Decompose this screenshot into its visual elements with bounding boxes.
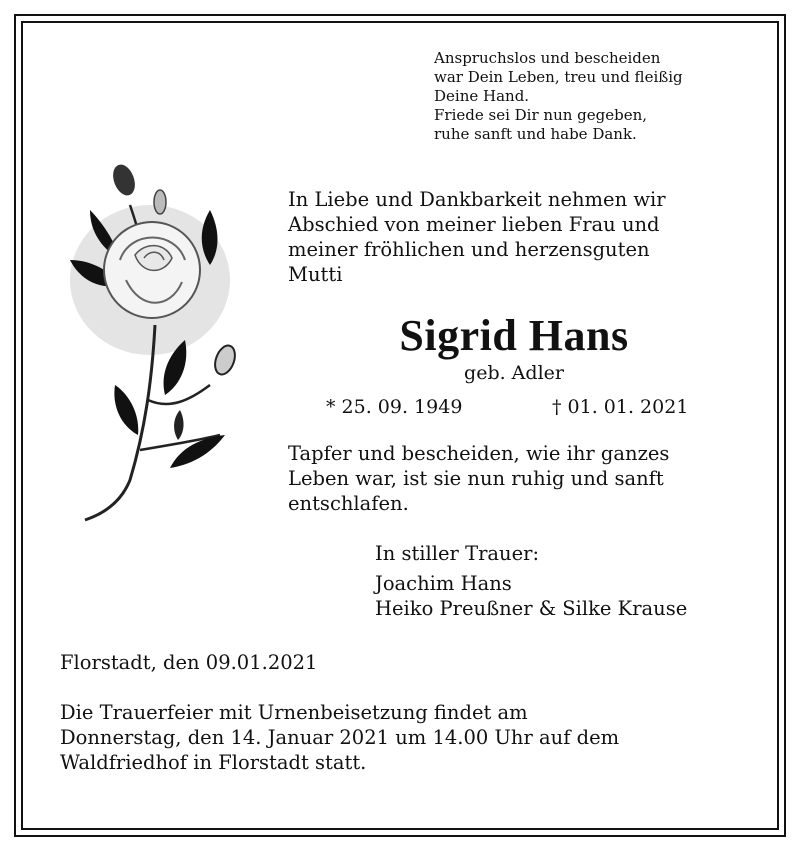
ceremony-line: Donnerstag, den 14. Januar 2021 um 14.00 Uhr auf dem: [60, 726, 620, 749]
mourning-heading: In stiller Trauer:: [375, 542, 540, 565]
intro-line: Abschied von meiner lieben Frau und: [288, 213, 660, 236]
death-date: † 01. 01. 2021: [552, 396, 689, 418]
tribute-text: [288, 441, 740, 516]
ceremony-line: Waldfriedhof in Florstadt statt.: [60, 751, 367, 774]
birth-date: * 25. 09. 1949: [326, 396, 463, 418]
mourners-block: [375, 541, 755, 621]
deceased-name: Sigrid Hans: [399, 311, 629, 360]
poem-line: Anspruchslos und bescheiden: [434, 49, 661, 67]
ceremony-line: Die Trauerfeier mit Urnenbeisetzung findet am: [60, 701, 528, 724]
mourner-name: Heiko Preußner & Silke Krause: [375, 597, 688, 620]
mourner-name: Joachim Hans: [375, 572, 512, 595]
poem-line: Deine Hand.: [434, 87, 530, 105]
poem-line: Friede sei Dir nun gegeben,: [434, 106, 648, 124]
tribute-line: Tapfer und bescheiden, wie ihr ganzes: [288, 442, 670, 465]
memorial-poem: [434, 49, 774, 144]
tribute-line: entschlafen.: [288, 492, 409, 515]
intro-text: [288, 187, 740, 287]
poem-line: war Dein Leben, treu und fleißig: [434, 68, 683, 86]
poem-line: ruhe sanft und habe Dank.: [434, 125, 637, 143]
tribute-line: Leben war, ist sie nun ruhig und sanft: [288, 467, 664, 490]
maiden-name: geb. Adler: [464, 362, 564, 384]
rose-icon: [60, 150, 260, 530]
intro-line: meiner fröhlichen und herzensguten: [288, 238, 650, 261]
intro-line: Mutti: [288, 263, 343, 286]
intro-line: In Liebe und Dankbarkeit nehmen wir: [288, 188, 666, 211]
ceremony-info: [60, 700, 760, 775]
place-date: Florstadt, den 09.01.2021: [60, 651, 318, 674]
